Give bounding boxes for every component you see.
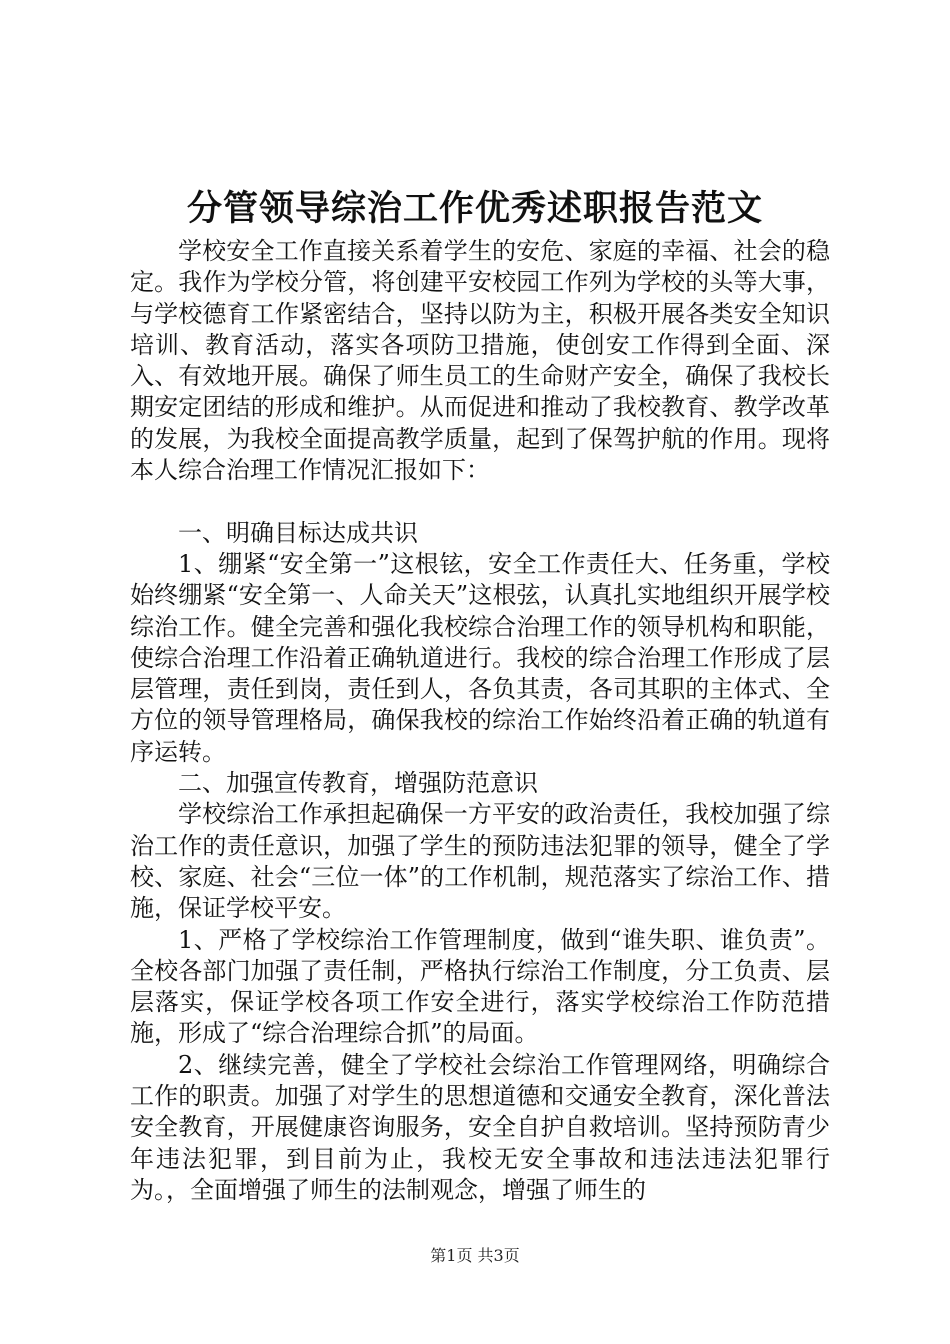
paragraph-spacer (130, 486, 830, 517)
section-heading-2: 二、加强宣传教育，增强防范意识 (178, 769, 538, 798)
section-2-paragraph-intro: 学校综治工作承担起确保一方平安的政治责任，我校加强了综治工作的责任意识，加强了学生的预防违法犯罪的领导，健全了学校、家庭、社会“三位一体”的工作机制，规范落实了综治工作、措施，保证学校平安。 (130, 800, 830, 923)
section-2-paragraph-2: 2、继续完善，健全了学校社会综治工作管理网络，明确综合工作的职责。加强了对学生的思想道德和交通安全教育，深化普法安全教育，开展健康咨询服务，安全自护自救培训。坚持预防青少年违法犯罪，到目前为止，我校无安全事故和违法违法犯罪行为。，全面增强了师生的法制观念，增强了师生的 (130, 1050, 830, 1204)
section-2-paragraph-1: 1、严格了学校综治工作管理制度，做到“谁失职、谁负责”。全校各部门加强了责任制，严格执行综治工作制度，分工负责、层层落实，保证学校各项工作安全进行，落实学校综治工作防范措施，形成了“综合治理综合抓”的局面。 (130, 925, 830, 1048)
section-1-paragraph-1: 1、绷紧“安全第一”这根铉，安全工作责任大、任务重，学校始终绷紧“安全第一、人命关天”这根弦，认真扎实地组织开展学校综治工作。健全完善和强化我校综合治理工作的领导机构和职能，使综合治理工作沿着正确轨道进行。我校的综合治理工作形成了层层管理，责任到岗，责任到人，各负其责，各司其职的主体式、全方位的领导管理格局，确保我校的综治工作始终沿着正确的轨道有序运转。 (130, 549, 830, 766)
document-title: 分管领导综治工作优秀述职报告范文 (186, 188, 763, 229)
intro-paragraph: 学校安全工作直接关系着学生的安危、家庭的幸福、社会的稳定。我作为学校分管，将创建平安校园工作列为学校的头等大事，与学校德育工作紧密结合，坚持以防为主，积极开展各类安全知识培训、教育活动，落实各项防卫措施，使创安工作得到全面、深入、有效地开展。确保了师生员工的生命财产安全，确保了我校长期安定团结的形成和维护。从而促进和推动了我校教育、教学改革的发展，为我校全面提高教学质量，起到了保驾护航的作用。现将本人综合治理工作情况汇报如下： (130, 237, 830, 485)
document-body (130, 236, 830, 1206)
page-footer: 第1页 共3页 (430, 1246, 520, 1265)
section-heading-1: 一、明确目标达成共识 (178, 518, 418, 547)
